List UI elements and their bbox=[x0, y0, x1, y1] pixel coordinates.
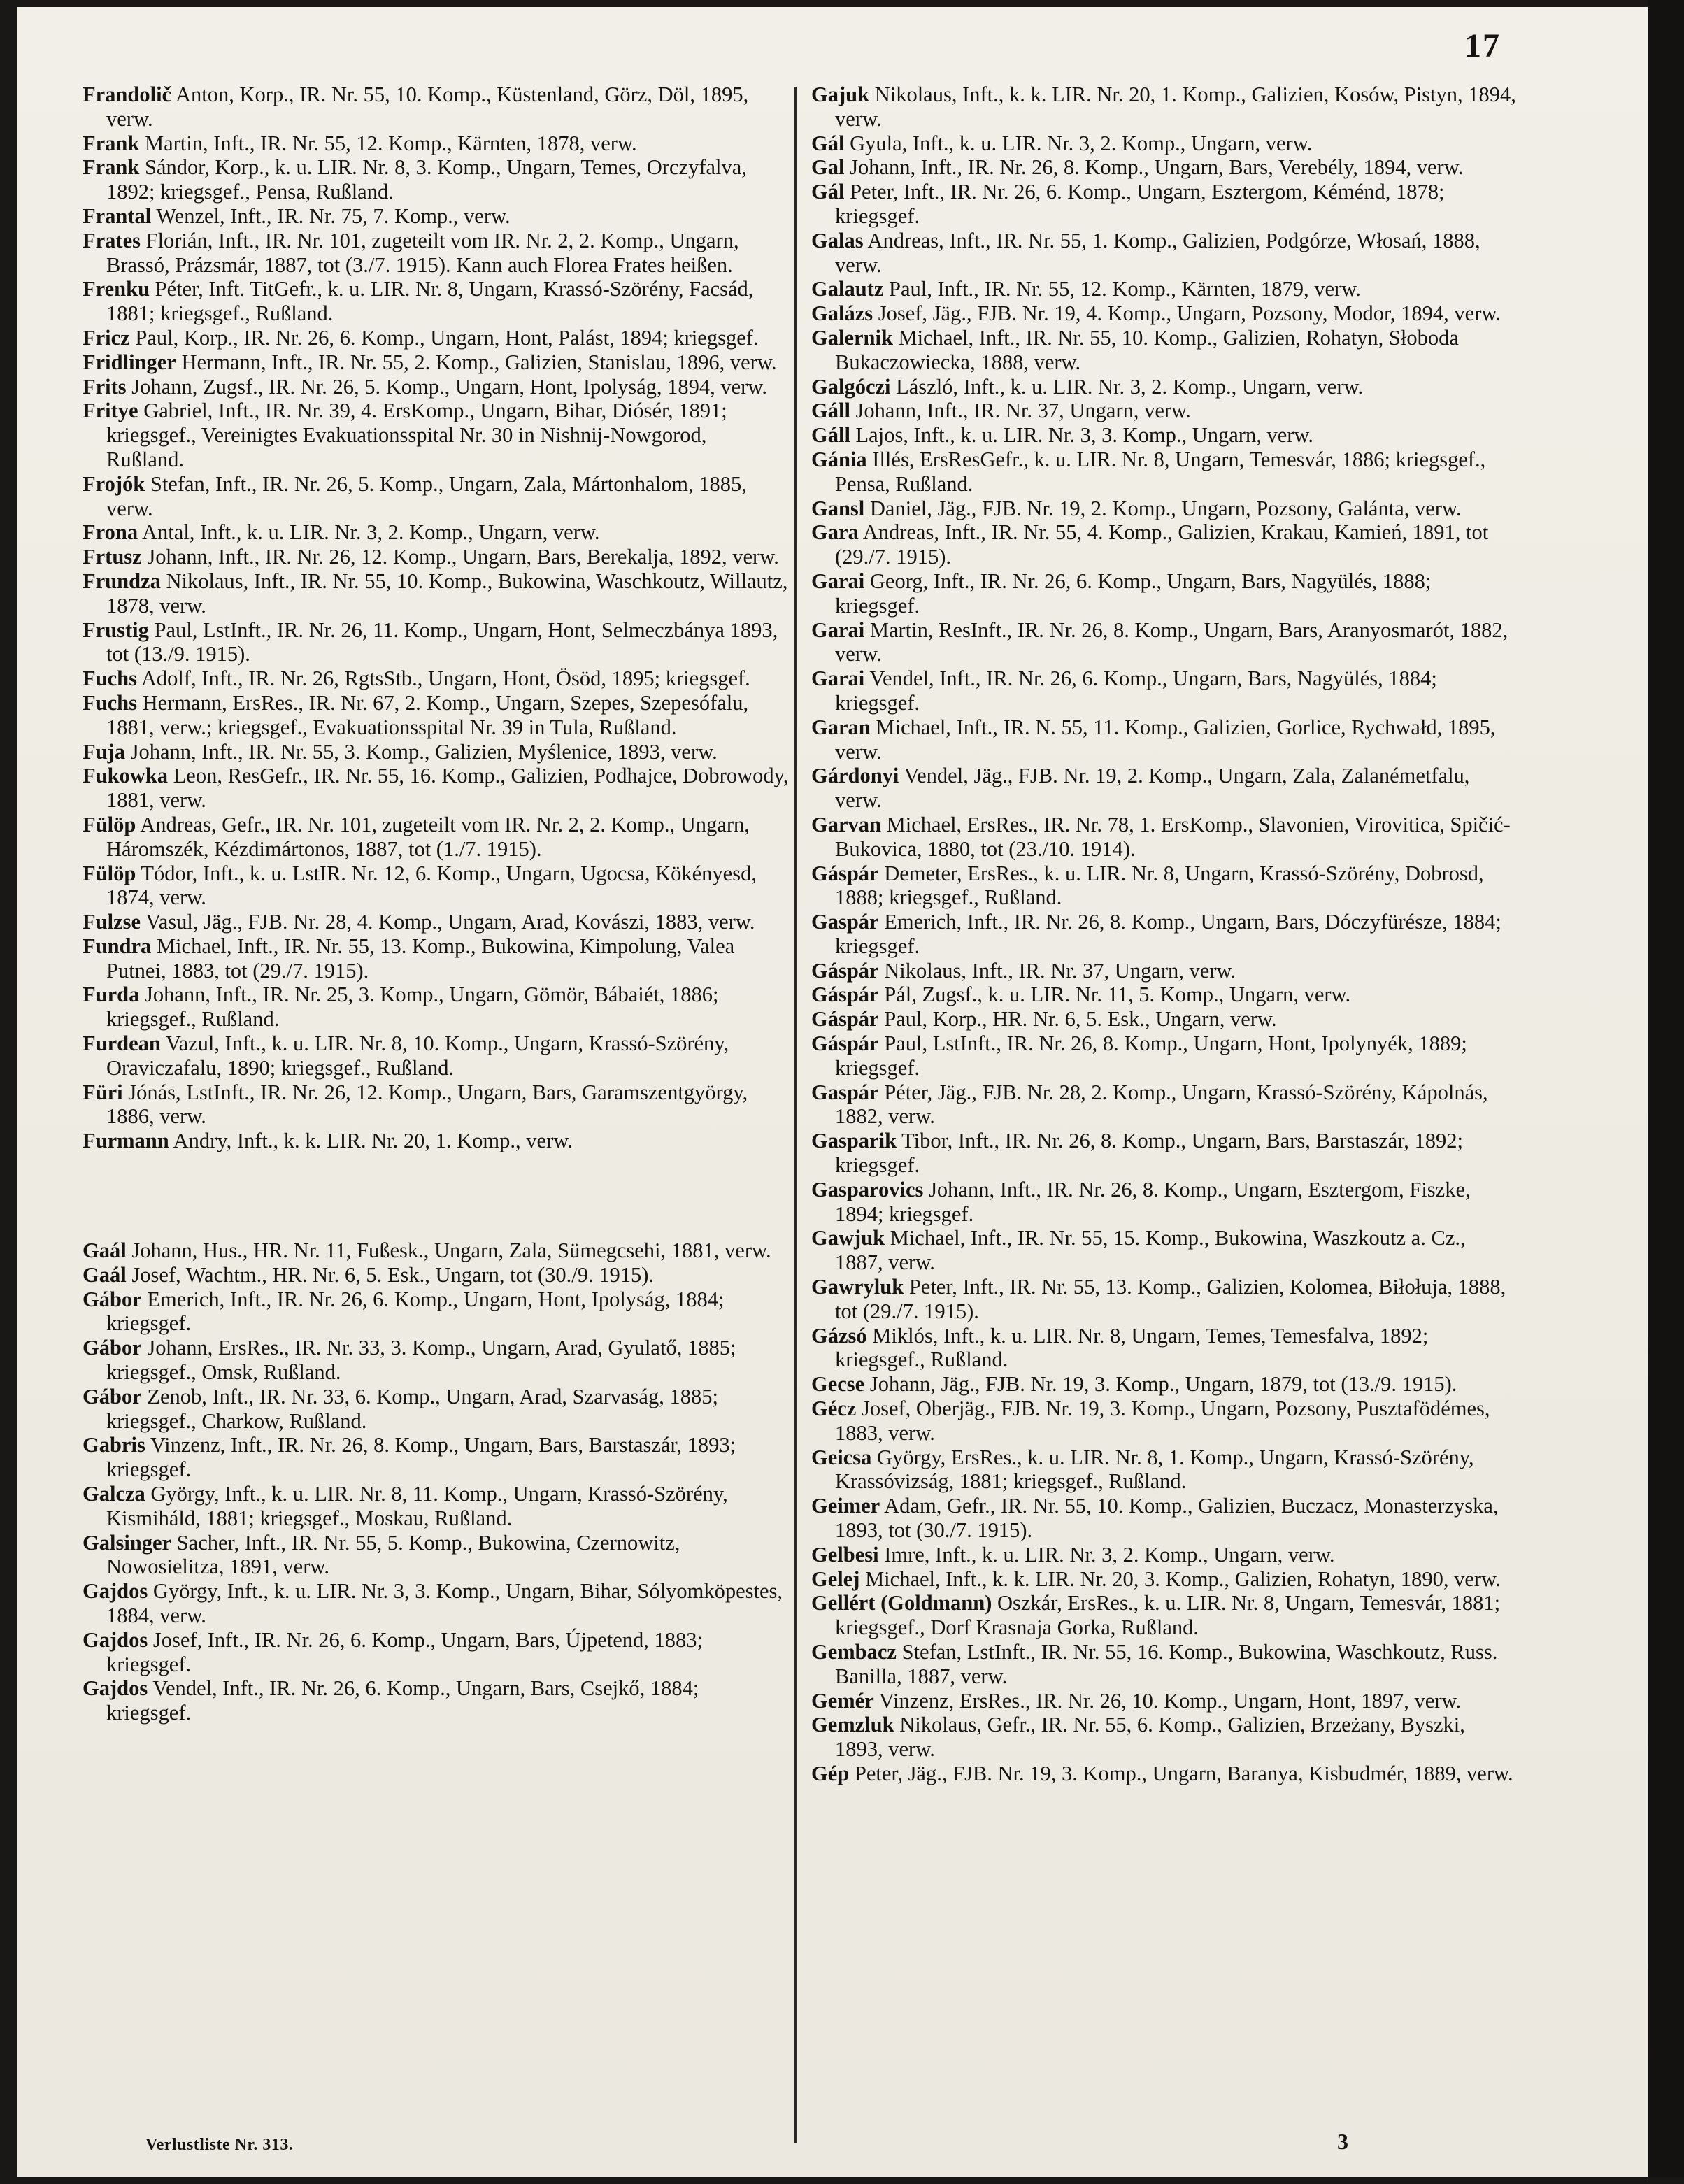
entry-surname: Galernik bbox=[811, 325, 893, 350]
list-entry bbox=[83, 1385, 789, 1434]
list-entry bbox=[811, 1129, 1518, 1178]
entry-surname: Garai bbox=[811, 666, 865, 691]
list-entry bbox=[83, 691, 789, 740]
list-entry bbox=[811, 277, 1518, 301]
list-entry bbox=[811, 1494, 1518, 1543]
entry-details: Johann, Zugsf., IR. Nr. 26, 5. Komp., Ungarn, Hont, Ipolyság, 1894, verw. bbox=[126, 374, 767, 399]
entry-list-g bbox=[83, 1239, 789, 1725]
entry-details: Johann, Inft., IR. Nr. 26, 12. Komp., Ungarn, Bars, Berekalja, 1892, verw. bbox=[141, 545, 779, 569]
entry-surname: Frustig bbox=[83, 618, 149, 642]
list-entry bbox=[811, 1275, 1518, 1324]
list-entry bbox=[83, 545, 789, 569]
column-divider bbox=[794, 87, 797, 2143]
entry-surname: Gáspár bbox=[811, 1007, 879, 1032]
scan-border-left bbox=[0, 0, 17, 2184]
entry-details: Georg, Inft., IR. Nr. 26, 6. Komp., Ungarn, Bars, Nagyülés, 1888; kriegsgef. bbox=[835, 569, 1432, 618]
entry-details: Demeter, ErsRes., k. u. LIR. Nr. 8, Ungarn, Krassó-Szörény, Dobrosd, 1888; kriegsgef., Rußland. bbox=[835, 861, 1484, 910]
list-entry bbox=[811, 862, 1518, 911]
entry-details: Hermann, Inft., IR. Nr. 55, 2. Komp., Galizien, Stanislau, 1896, verw. bbox=[176, 350, 777, 374]
entry-surname: Galas bbox=[811, 228, 864, 252]
entry-surname: Gemzluk bbox=[811, 1713, 894, 1737]
entry-surname: Gelej bbox=[811, 1566, 860, 1591]
list-entry bbox=[83, 569, 789, 618]
list-entry bbox=[811, 131, 1518, 156]
list-entry bbox=[83, 375, 789, 399]
page-number: 17 bbox=[1464, 27, 1501, 64]
list-entry bbox=[83, 520, 789, 545]
right-column bbox=[811, 83, 1518, 1786]
entry-details: Michael, Inft., IR. Nr. 55, 10. Komp., Galizien, Rohatyn, Słoboda Bukaczowiecka, 1888, verw. bbox=[835, 325, 1459, 374]
entry-surname: Gécz bbox=[811, 1397, 857, 1421]
list-entry bbox=[83, 131, 789, 156]
entry-surname: Galázs bbox=[811, 301, 873, 326]
entry-details: Paul, Korp., HR. Nr. 6, 5. Esk., Ungarn, verw. bbox=[878, 1007, 1277, 1032]
entry-surname: Gaál bbox=[83, 1239, 127, 1263]
entry-details: Josef, Jäg., FJB. Nr. 19, 4. Komp., Ungarn, Pozsony, Modor, 1894, verw. bbox=[873, 301, 1501, 326]
entry-surname: Fulzse bbox=[83, 910, 141, 934]
entry-details: Jónás, LstInft., IR. Nr. 26, 12. Komp., Ungarn, Bars, Garamszentgyörgy, 1886, verw. bbox=[106, 1080, 748, 1129]
list-entry bbox=[811, 448, 1518, 497]
entry-details: Johann, Hus., HR. Nr. 11, Fußesk., Ungarn, Zala, Sümegcsehi, 1881, verw. bbox=[126, 1239, 771, 1263]
entry-surname: Gáspár bbox=[811, 983, 879, 1007]
list-entry bbox=[83, 740, 789, 764]
entry-surname: Gajdos bbox=[83, 1579, 148, 1604]
entry-details: Antal, Inft., k. u. LIR. Nr. 3, 2. Komp., Ungarn, verw. bbox=[138, 520, 600, 545]
entry-details: Sacher, Inft., IR. Nr. 55, 5. Komp., Bukowina, Czernowitz, Nowosielitza, 1891, verw. bbox=[106, 1530, 680, 1579]
entry-surname: Gál bbox=[811, 180, 845, 204]
entry-details: György, Inft., k. u. LIR. Nr. 3, 3. Komp., Ungarn, Bihar, Sólyomköpestes, 1884, verw. bbox=[106, 1579, 783, 1628]
entry-surname: Galcza bbox=[83, 1482, 145, 1506]
entry-details: Michael, Inft., k. k. LIR. Nr. 20, 3. Komp., Galizien, Rohatyn, 1890, verw. bbox=[859, 1566, 1501, 1591]
entry-details: Zenob, Inft., IR. Nr. 33, 6. Komp., Ungarn, Arad, Szarvaság, 1885; kriegsgef., Charkow, Rußland. bbox=[106, 1384, 718, 1433]
entry-details: Oszkár, ErsRes., k. u. LIR. Nr. 8, Ungarn, Temesvár, 1881; kriegsgef., Dorf Krasnaja Gorka, Rußland. bbox=[835, 1591, 1501, 1640]
entry-surname: Gáll bbox=[811, 399, 850, 423]
entry-details: Gabriel, Inft., IR. Nr. 39, 4. ErsKomp., Ungarn, Bihar, Diósér, 1891; kriegsgef., Vereinigtes Evakuationsspital Nr. 30 in Nishnij-Nowgorod, Rußland. bbox=[106, 399, 727, 471]
list-entry bbox=[83, 910, 789, 934]
entry-details: Tódor, Inft., k. u. LstIR. Nr. 12, 6. Komp., Ungarn, Ugocsa, Kökényesd, 1874, verw. bbox=[106, 861, 757, 910]
list-entry bbox=[83, 862, 789, 911]
entry-surname: Furda bbox=[83, 983, 140, 1007]
list-entry bbox=[83, 1239, 789, 1263]
entry-surname: Gárdonyi bbox=[811, 764, 899, 788]
entry-details: Illés, ErsResGefr., k. u. LIR. Nr. 8, Ungarn, Temesvár, 1886; kriegsgef., Pensa, Rußland. bbox=[835, 447, 1486, 496]
list-entry bbox=[83, 1676, 789, 1725]
entry-surname: Gal bbox=[811, 155, 845, 180]
entry-surname: Gaspár bbox=[811, 1080, 879, 1104]
entry-surname: Galautz bbox=[811, 277, 884, 301]
list-entry bbox=[811, 497, 1518, 521]
entry-details: Johann, Jäg., FJB. Nr. 19, 3. Komp., Ungarn, 1879, tot (13./9. 1915). bbox=[864, 1372, 1457, 1397]
list-entry bbox=[811, 1080, 1518, 1129]
entry-details: Nikolaus, Inft., k. k. LIR. Nr. 20, 1. Komp., Galizien, Kosów, Pistyn, 1894, verw. bbox=[835, 83, 1516, 131]
list-entry bbox=[811, 618, 1518, 667]
entry-surname: Frandolič bbox=[83, 83, 172, 106]
entry-surname: Geimer bbox=[811, 1494, 880, 1518]
entry-details: Johann, Inft., IR. Nr. 26, 8. Komp., Ungarn, Bars, Verebély, 1894, verw. bbox=[844, 155, 1464, 180]
entry-details: Vinzenz, Inft., IR. Nr. 26, 8. Komp., Ungarn, Bars, Barstaszár, 1893; kriegsgef. bbox=[106, 1433, 736, 1482]
entry-details: Péter, Jäg., FJB. Nr. 28, 2. Komp., Ungarn, Krassó-Szörény, Kápolnás, 1882, verw. bbox=[835, 1080, 1488, 1129]
entry-surname: Gajdos bbox=[83, 1676, 148, 1701]
entry-details: Peter, Inft., IR. Nr. 55, 13. Komp., Galizien, Kolomea, Biłołuja, 1888, tot (29./7. 1915). bbox=[835, 1275, 1506, 1323]
entry-surname: Fukowka bbox=[83, 764, 169, 788]
sheet-number: 3 bbox=[1337, 2129, 1348, 2154]
entry-details: Miklós, Inft., k. u. LIR. Nr. 8, Ungarn, Temes, Temesfalva, 1892; kriegsgef., Rußland. bbox=[835, 1323, 1429, 1372]
scan-border-right bbox=[1648, 0, 1684, 2184]
entry-surname: Gabris bbox=[83, 1433, 145, 1457]
entry-details: Leon, ResGefr., IR. Nr. 55, 16. Komp., Galizien, Podhajce, Dobrowody, 1881, verw. bbox=[106, 764, 789, 813]
entry-surname: Gecse bbox=[811, 1372, 865, 1397]
list-entry bbox=[83, 277, 789, 326]
entry-surname: Frenku bbox=[83, 277, 150, 301]
entry-details: Vazul, Inft., k. u. LIR. Nr. 8, 10. Komp., Ungarn, Krassó-Szörény, Oraviczafalu, 1890; kriegsgef., Rußland. bbox=[106, 1032, 729, 1080]
list-entry bbox=[83, 1336, 789, 1385]
list-entry bbox=[811, 715, 1518, 764]
entry-details: Josef, Oberjäg., FJB. Nr. 19, 3. Komp., Ungarn, Pozsony, Pusztafödémes, 1883, verw. bbox=[835, 1397, 1490, 1445]
entry-surname: Fuchs bbox=[83, 666, 137, 691]
list-entry bbox=[83, 83, 789, 131]
entry-list-f bbox=[83, 83, 789, 1153]
list-entry bbox=[83, 1482, 789, 1531]
entry-details: Paul, LstInft., IR. Nr. 26, 11. Komp., Ungarn, Hont, Selmeczbánya 1893, tot (13./9. 1915). bbox=[106, 618, 778, 666]
entry-surname: Gansl bbox=[811, 496, 865, 520]
entry-surname: Gábor bbox=[83, 1287, 142, 1311]
entry-details: Adam, Gefr., IR. Nr. 55, 10. Komp., Galizien, Buczacz, Monasterzyska, 1893, tot (30./7. 1915). bbox=[835, 1494, 1499, 1543]
entry-surname: Fridlinger bbox=[83, 350, 176, 374]
list-entry bbox=[811, 1324, 1518, 1373]
entry-details: Hermann, ErsRes., IR. Nr. 67, 2. Komp., Ungarn, Szepes, Szepesófalu, 1881, verw.; kriegsgef., Evakuationsspital Nr. 39 in Tula, Rußland. bbox=[106, 690, 749, 739]
list-entry bbox=[83, 983, 789, 1032]
entry-details: Gyula, Inft., k. u. LIR. Nr. 3, 2. Komp., Ungarn, verw. bbox=[844, 131, 1313, 155]
entry-surname: Galgóczi bbox=[811, 374, 891, 399]
list-entry bbox=[811, 180, 1518, 229]
entry-surname: Frojók bbox=[83, 471, 145, 496]
entry-details: György, ErsRes., k. u. LIR. Nr. 8, 1. Komp., Ungarn, Krassó-Szörény, Krassóvizság, 1881; kriegsgef., Rußland. bbox=[835, 1445, 1474, 1494]
entry-surname: Gajuk bbox=[811, 83, 870, 106]
entry-surname: Frundza bbox=[83, 569, 161, 593]
scan-border-bottom bbox=[0, 2177, 1684, 2184]
list-entry bbox=[83, 813, 789, 862]
entry-details: László, Inft., k. u. LIR. Nr. 3, 2. Komp., Ungarn, verw. bbox=[890, 374, 1364, 399]
entry-surname: Frona bbox=[83, 520, 138, 545]
entry-details: Paul, Korp., IR. Nr. 26, 6. Komp., Ungarn, Hont, Palást, 1894; kriegsgef. bbox=[129, 325, 759, 350]
entry-details: Sándor, Korp., k. u. LIR. Nr. 8, 3. Komp., Ungarn, Temes, Orczyfalva, 1892; kriegsgef., Pensa, Rußland. bbox=[106, 155, 747, 204]
entry-surname: Gaál bbox=[83, 1262, 127, 1287]
entry-details: Michael, Inft., IR. Nr. 55, 15. Komp., Bukowina, Waszkoutz a. Cz., 1887, verw. bbox=[835, 1226, 1466, 1275]
list-entry bbox=[811, 910, 1518, 959]
list-entry bbox=[811, 1762, 1518, 1786]
entry-surname: Gábor bbox=[83, 1384, 142, 1408]
entry-surname: Garai bbox=[811, 569, 865, 593]
entry-surname: Frtusz bbox=[83, 545, 142, 569]
entry-details: Daniel, Jäg., FJB. Nr. 19, 2. Komp., Ungarn, Pozsony, Galánta, verw. bbox=[864, 496, 1462, 520]
entry-details: Johann, Inft., IR. Nr. 25, 3. Komp., Ungarn, Gömör, Bábaiét, 1886; kriegsgef., Rußland. bbox=[106, 983, 719, 1032]
list-entry bbox=[83, 229, 789, 278]
list-entry bbox=[811, 155, 1518, 180]
entry-details: Peter, Inft., IR. Nr. 26, 6. Komp., Ungarn, Esztergom, Kéménd, 1878; kriegsgef. bbox=[835, 180, 1445, 228]
list-entry bbox=[83, 1287, 789, 1336]
entry-details: Emerich, Inft., IR. Nr. 26, 6. Komp., Ungarn, Hont, Ipolyság, 1884; kriegsgef. bbox=[106, 1287, 725, 1336]
list-entry bbox=[83, 764, 789, 813]
entry-surname: Gép bbox=[811, 1761, 850, 1785]
entry-surname: Fundra bbox=[83, 934, 152, 958]
entry-surname: Füri bbox=[83, 1080, 123, 1104]
entry-surname: Gasparik bbox=[811, 1129, 897, 1153]
list-entry bbox=[83, 1433, 789, 1482]
list-entry bbox=[811, 423, 1518, 448]
entry-surname: Garvan bbox=[811, 812, 881, 836]
entry-details: Peter, Jäg., FJB. Nr. 19, 3. Komp., Ungarn, Baranya, Kisbudmér, 1889, verw. bbox=[849, 1761, 1513, 1785]
entry-details: Péter, Inft. TitGefr., k. u. LIR. Nr. 8, Ungarn, Krassó-Szörény, Facsád, 1881; kriegsgef., Rußland. bbox=[106, 277, 754, 326]
list-entry bbox=[811, 983, 1518, 1007]
entry-details: Vendel, Jäg., FJB. Nr. 19, 2. Komp., Ungarn, Zala, Zalanémetfalu, verw. bbox=[835, 764, 1470, 813]
entry-surname: Furdean bbox=[83, 1032, 161, 1056]
entry-surname: Frates bbox=[83, 228, 141, 252]
entry-details: Vasul, Jäg., FJB. Nr. 28, 4. Komp., Ungarn, Arad, Kovászi, 1883, verw. bbox=[141, 910, 755, 934]
entry-details: Andreas, Inft., IR. Nr. 55, 1. Komp., Galizien, Podgórze, Włosań, 1888, verw. bbox=[835, 228, 1480, 277]
entry-details: Emerich, Inft., IR. Nr. 26, 8. Komp., Ungarn, Bars, Dóczyfürésze, 1884; kriegsgef. bbox=[835, 910, 1501, 958]
entry-surname: Gara bbox=[811, 520, 859, 545]
entry-details: Nikolaus, Inft., IR. Nr. 37, Ungarn, verw. bbox=[878, 958, 1236, 983]
list-entry bbox=[811, 1640, 1518, 1689]
list-entry bbox=[811, 375, 1518, 399]
entry-details: Michael, ErsRes., IR. Nr. 78, 1. ErsKomp., Slavonien, Virovitica, Spičić-Bukovica, 1880, tot (23./10. 1914). bbox=[835, 812, 1511, 861]
entry-surname: Gaspár bbox=[811, 910, 879, 934]
list-entry bbox=[811, 1397, 1518, 1446]
entry-surname: Furmann bbox=[83, 1129, 169, 1153]
entry-details: Josef, Inft., IR. Nr. 26, 6. Komp., Ungarn, Bars, Újpetend, 1883; kriegsgef. bbox=[106, 1627, 703, 1676]
list-entry bbox=[83, 618, 789, 667]
entry-surname: Galsinger bbox=[83, 1530, 172, 1555]
entry-details: Nikolaus, Gefr., IR. Nr. 55, 6. Komp., Galizien, Brzeżany, Byszki, 1893, verw. bbox=[835, 1713, 1465, 1762]
entry-surname: Gáspár bbox=[811, 1032, 879, 1056]
entry-surname: Frits bbox=[83, 374, 127, 399]
casualty-list-label: Verlustliste Nr. 313. bbox=[145, 2136, 294, 2154]
list-entry bbox=[811, 1032, 1518, 1080]
list-entry bbox=[83, 1080, 789, 1129]
entry-details: György, Inft., k. u. LIR. Nr. 8, 11. Komp., Ungarn, Krassó-Szörény, Kismiháld, 1881; kriegsgef., Moskau, Rußland. bbox=[106, 1482, 728, 1530]
entry-surname: Gáll bbox=[811, 423, 850, 448]
entry-surname: Gembacz bbox=[811, 1640, 897, 1664]
entry-details: Vendel, Inft., IR. Nr. 26, 6. Komp., Ungarn, Bars, Csejkő, 1884; kriegsgef. bbox=[106, 1676, 699, 1725]
list-entry bbox=[83, 1628, 789, 1677]
entry-details: Andry, Inft., k. k. LIR. Nr. 20, 1. Komp., verw. bbox=[169, 1129, 573, 1153]
entry-details: Josef, Wachtm., HR. Nr. 6, 5. Esk., Ungarn, tot (30./9. 1915). bbox=[126, 1262, 655, 1287]
list-entry bbox=[83, 666, 789, 691]
entry-details: Imre, Inft., k. u. LIR. Nr. 3, 2. Komp., Ungarn, verw. bbox=[878, 1542, 1335, 1566]
list-entry bbox=[811, 1591, 1518, 1640]
list-entry bbox=[811, 959, 1518, 983]
list-entry bbox=[811, 399, 1518, 423]
entry-details: Vendel, Inft., IR. Nr. 26, 6. Komp., Ungarn, Bars, Nagyülés, 1884; kriegsgef. bbox=[835, 666, 1437, 715]
entry-surname: Fritye bbox=[83, 399, 138, 423]
entry-surname: Gawjuk bbox=[811, 1226, 885, 1250]
list-entry bbox=[811, 1226, 1518, 1275]
list-entry bbox=[811, 1689, 1518, 1713]
left-column bbox=[83, 83, 789, 1725]
entry-details: Michael, Inft., IR. N. 55, 11. Komp., Galizien, Gorlice, Rychwałd, 1895, verw. bbox=[835, 715, 1496, 764]
entry-surname: Frantal bbox=[83, 204, 152, 228]
entry-surname: Frank bbox=[83, 155, 140, 180]
entry-details: Martin, Inft., IR. Nr. 55, 12. Komp., Kärnten, 1878, verw. bbox=[139, 131, 637, 155]
entry-surname: Gáspár bbox=[811, 861, 879, 885]
entry-details: Anton, Korp., IR. Nr. 55, 10. Komp., Küstenland, Görz, Döl, 1895, verw. bbox=[106, 83, 749, 131]
entry-details: Lajos, Inft., k. u. LIR. Nr. 3, 3. Komp., Ungarn, verw. bbox=[850, 423, 1314, 448]
list-entry bbox=[811, 1178, 1518, 1227]
entry-surname: Gánia bbox=[811, 447, 867, 471]
list-entry bbox=[811, 1543, 1518, 1567]
entry-surname: Fülöp bbox=[83, 861, 136, 885]
entry-surname: Geicsa bbox=[811, 1445, 872, 1469]
entry-surname: Gasparovics bbox=[811, 1177, 924, 1201]
entry-details: Paul, LstInft., IR. Nr. 26, 8. Komp., Ungarn, Hont, Ipolynyék, 1889; kriegsgef. bbox=[835, 1032, 1467, 1080]
entry-details: Stefan, LstInft., IR. Nr. 55, 16. Komp., Bukowina, Waschkoutz, Russ. Banilla, 1887, verw. bbox=[835, 1640, 1498, 1688]
list-entry bbox=[83, 1032, 789, 1080]
list-entry bbox=[811, 1567, 1518, 1592]
scan-border-top bbox=[0, 0, 1684, 7]
list-entry bbox=[811, 1007, 1518, 1032]
list-entry bbox=[811, 520, 1518, 569]
entry-surname: Gelbesi bbox=[811, 1542, 879, 1566]
list-entry bbox=[811, 229, 1518, 278]
entry-details: Vinzenz, ErsRes., IR. Nr. 26, 10. Komp., Ungarn, Hont, 1897, verw. bbox=[873, 1688, 1462, 1713]
entry-surname: Gázsó bbox=[811, 1323, 867, 1348]
list-entry bbox=[83, 1263, 789, 1287]
list-entry bbox=[83, 399, 789, 471]
list-entry bbox=[83, 326, 789, 350]
list-entry bbox=[83, 1579, 789, 1628]
entry-surname: Gawryluk bbox=[811, 1275, 904, 1299]
list-entry bbox=[83, 204, 789, 229]
list-entry bbox=[83, 934, 789, 983]
entry-surname: Fuja bbox=[83, 739, 125, 764]
entry-details: Tibor, Inft., IR. Nr. 26, 8. Komp., Ungarn, Bars, Barstaszár, 1892; kriegsgef. bbox=[835, 1129, 1464, 1178]
entry-surname: Garai bbox=[811, 618, 865, 642]
entry-details: Johann, Inft., IR. Nr. 55, 3. Komp., Galizien, Myślenice, 1893, verw. bbox=[125, 739, 718, 764]
entry-surname: Garan bbox=[811, 715, 871, 739]
list-entry bbox=[83, 1129, 789, 1153]
list-entry bbox=[811, 326, 1518, 375]
entry-surname: Gáspár bbox=[811, 958, 879, 983]
list-entry bbox=[811, 1372, 1518, 1397]
entry-surname: Fülöp bbox=[83, 812, 136, 836]
entry-details: Andreas, Gefr., IR. Nr. 101, zugeteilt vom IR. Nr. 2, 2. Komp., Ungarn, Háromszék, Kézdimártonos, 1887, tot (1./7. 1915). bbox=[106, 812, 750, 861]
list-entry bbox=[811, 666, 1518, 715]
list-entry bbox=[83, 1531, 789, 1580]
entry-details: Martin, ResInft., IR. Nr. 26, 8. Komp., Ungarn, Bars, Aranyosmarót, 1882, verw. bbox=[835, 618, 1508, 666]
list-entry bbox=[811, 1713, 1518, 1762]
list-entry bbox=[83, 472, 789, 521]
entry-details: Johann, Inft., IR. Nr. 37, Ungarn, verw. bbox=[850, 399, 1191, 423]
list-entry bbox=[83, 155, 789, 204]
entry-details: Andreas, Inft., IR. Nr. 55, 4. Komp., Galizien, Krakau, Kamień, 1891, tot (29./7. 1915). bbox=[835, 520, 1489, 569]
list-entry bbox=[811, 83, 1518, 131]
entry-surname: Gellért (Goldmann) bbox=[811, 1591, 992, 1615]
entry-surname: Frank bbox=[83, 131, 140, 155]
entry-details: Florián, Inft., IR. Nr. 101, zugeteilt vom IR. Nr. 2, 2. Komp., Ungarn, Brassó, Prázsmár, 1887, tot (3./7. 1915). Kann auch Florea Frates heißen. bbox=[106, 228, 739, 277]
entry-details: Stefan, Inft., IR. Nr. 26, 5. Komp., Ungarn, Zala, Mártonhalom, 1885, verw. bbox=[106, 471, 747, 520]
list-entry bbox=[83, 350, 789, 375]
entry-details: Paul, Inft., IR. Nr. 55, 12. Komp., Kärnten, 1879, verw. bbox=[883, 277, 1361, 301]
entry-surname: Gajdos bbox=[83, 1627, 148, 1652]
list-entry bbox=[811, 301, 1518, 326]
entry-surname: Fuchs bbox=[83, 690, 137, 715]
list-entry bbox=[811, 569, 1518, 618]
section-gap bbox=[83, 1153, 789, 1239]
entry-surname: Fricz bbox=[83, 325, 130, 350]
entry-list-right bbox=[811, 83, 1518, 1786]
entry-details: Wenzel, Inft., IR. Nr. 75, 7. Komp., verw. bbox=[151, 204, 511, 228]
entry-details: Johann, ErsRes., IR. Nr. 33, 3. Komp., Ungarn, Arad, Gyulatő, 1885; kriegsgef., Omsk, Rußland. bbox=[106, 1336, 736, 1385]
list-entry bbox=[811, 1446, 1518, 1494]
list-entry bbox=[811, 764, 1518, 813]
entry-surname: Gábor bbox=[83, 1336, 142, 1360]
entry-details: Pál, Zugsf., k. u. LIR. Nr. 11, 5. Komp., Ungarn, verw. bbox=[878, 983, 1351, 1007]
list-entry bbox=[811, 813, 1518, 862]
entry-details: Michael, Inft., IR. Nr. 55, 13. Komp., Bukowina, Kimpolung, Valea Putnei, 1883, tot (29./7. 1915). bbox=[106, 934, 735, 983]
entry-details: Adolf, Inft., IR. Nr. 26, RgtsStb., Ungarn, Hont, Ösöd, 1895; kriegsgef. bbox=[136, 666, 750, 691]
entry-surname: Gál bbox=[811, 131, 845, 155]
entry-details: Nikolaus, Inft., IR. Nr. 55, 10. Komp., Bukowina, Waschkoutz, Willautz, 1878, verw. bbox=[106, 569, 788, 618]
entry-surname: Gemér bbox=[811, 1688, 874, 1713]
entry-details: Johann, Inft., IR. Nr. 26, 8. Komp., Ungarn, Esztergom, Fiszke, 1894; kriegsgef. bbox=[835, 1177, 1471, 1226]
